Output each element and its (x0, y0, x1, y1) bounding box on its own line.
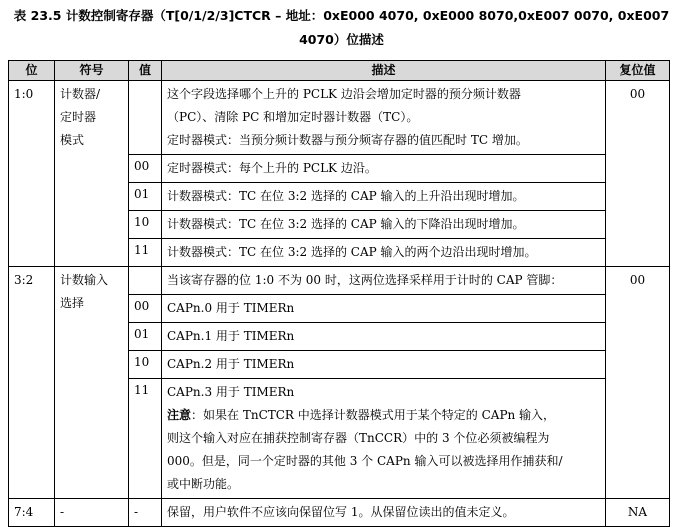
reset-value: 00 (606, 267, 670, 499)
symbol-cell: - (55, 499, 129, 527)
reset-value: 00 (606, 81, 670, 267)
table-row (9, 267, 670, 295)
value-cell-empty (129, 81, 162, 155)
description-cell: 计数器模式：TC 在位 3:2 选择的 CAP 输入的下降沿出现时增加。 (162, 211, 606, 239)
header-row (9, 61, 670, 81)
table-caption (0, 4, 683, 52)
symbol-line: 模式 (60, 133, 85, 147)
bit-field: 3:2 (9, 267, 55, 499)
value-cell-empty (129, 267, 162, 295)
symbol-line: 计数器/ (60, 87, 101, 101)
value-cell: 01 (129, 183, 162, 211)
caption-line-1: 表 23.5 计数控制寄存器（T[0/1/2/3]CTCR – 地址：0xE000 4070, 0xE000 8070,0xE007 0070, 0xE007 (13, 8, 670, 23)
symbol-line: 计数输入 (60, 273, 109, 287)
description-cell: 计数器模式：TC 在位 3:2 选择的 CAP 输入的上升沿出现时增加。 (162, 183, 606, 211)
description-cell (162, 81, 606, 155)
header-bit: 位 (9, 61, 55, 81)
register-table (8, 60, 670, 527)
bit-field: 7:4 (9, 499, 55, 527)
description-line: 定时器模式：当预分频计数器与预分频寄存器的值匹配时 TC 增加。 (167, 133, 528, 147)
header-value: 值 (129, 61, 162, 81)
table-row (9, 81, 670, 155)
note-line: 或中断功能。 (167, 477, 240, 491)
symbol-cell (55, 267, 129, 499)
value-cell: 10 (129, 211, 162, 239)
description-line: CAPn.3 用于 TIMERn (167, 385, 295, 399)
header-symbol: 符号 (55, 61, 129, 81)
value-cell: 01 (129, 323, 162, 351)
description-cell (162, 379, 606, 499)
description-cell: CAPn.1 用于 TIMERn (162, 323, 606, 351)
note-line: 000。但是，同一个定时器的其他 3 个 CAPn 输入可以被选择用作捕获和/ (167, 454, 563, 468)
symbol-cell (55, 81, 129, 267)
header-description: 描述 (162, 61, 606, 81)
description-cell: CAPn.2 用于 TIMERn (162, 351, 606, 379)
reset-value: NA (606, 499, 670, 527)
note-text: ：如果在 TnCTCR 中选择计数器模式用于某个特定的 CAPn 输入， (191, 408, 556, 422)
value-cell: 11 (129, 379, 162, 499)
symbol-line: 选择 (60, 296, 85, 310)
value-cell: 11 (129, 239, 162, 267)
symbol-line: 定时器 (60, 110, 97, 124)
bit-field: 1:0 (9, 81, 55, 267)
description-cell: 计数器模式：TC 在位 3:2 选择的 CAP 输入的两个边沿出现时增加。 (162, 239, 606, 267)
value-cell: 10 (129, 351, 162, 379)
description-cell: 当该寄存器的位 1:0 不为 00 时，这两位选择采样用于计时的 CAP 管脚： (162, 267, 606, 295)
note-label: 注意 (167, 408, 192, 422)
value-cell: 00 (129, 295, 162, 323)
value-cell: 00 (129, 155, 162, 183)
description-cell: 定时器模式：每个上升的 PCLK 边沿。 (162, 155, 606, 183)
note-line: 则这个输入对应在捕获控制寄存器（TnCCR）中的 3 个位必须被编程为 (167, 431, 550, 445)
caption-line-2: 4070）位描述 (299, 32, 384, 47)
value-cell: - (129, 499, 162, 527)
description-line: 这个字段选择哪个上升的 PCLK 边沿会增加定时器的预分频计数器 (167, 87, 521, 101)
header-reset: 复位值 (606, 61, 670, 81)
table-row (9, 499, 670, 527)
description-cell: CAPn.0 用于 TIMERn (162, 295, 606, 323)
note-line (167, 404, 600, 427)
description-line: （PC）、清除 PC 和增加定时器计数器（TC）。 (167, 110, 419, 124)
description-cell: 保留，用户软件不应该向保留位写 1。从保留位读出的值未定义。 (162, 499, 606, 527)
